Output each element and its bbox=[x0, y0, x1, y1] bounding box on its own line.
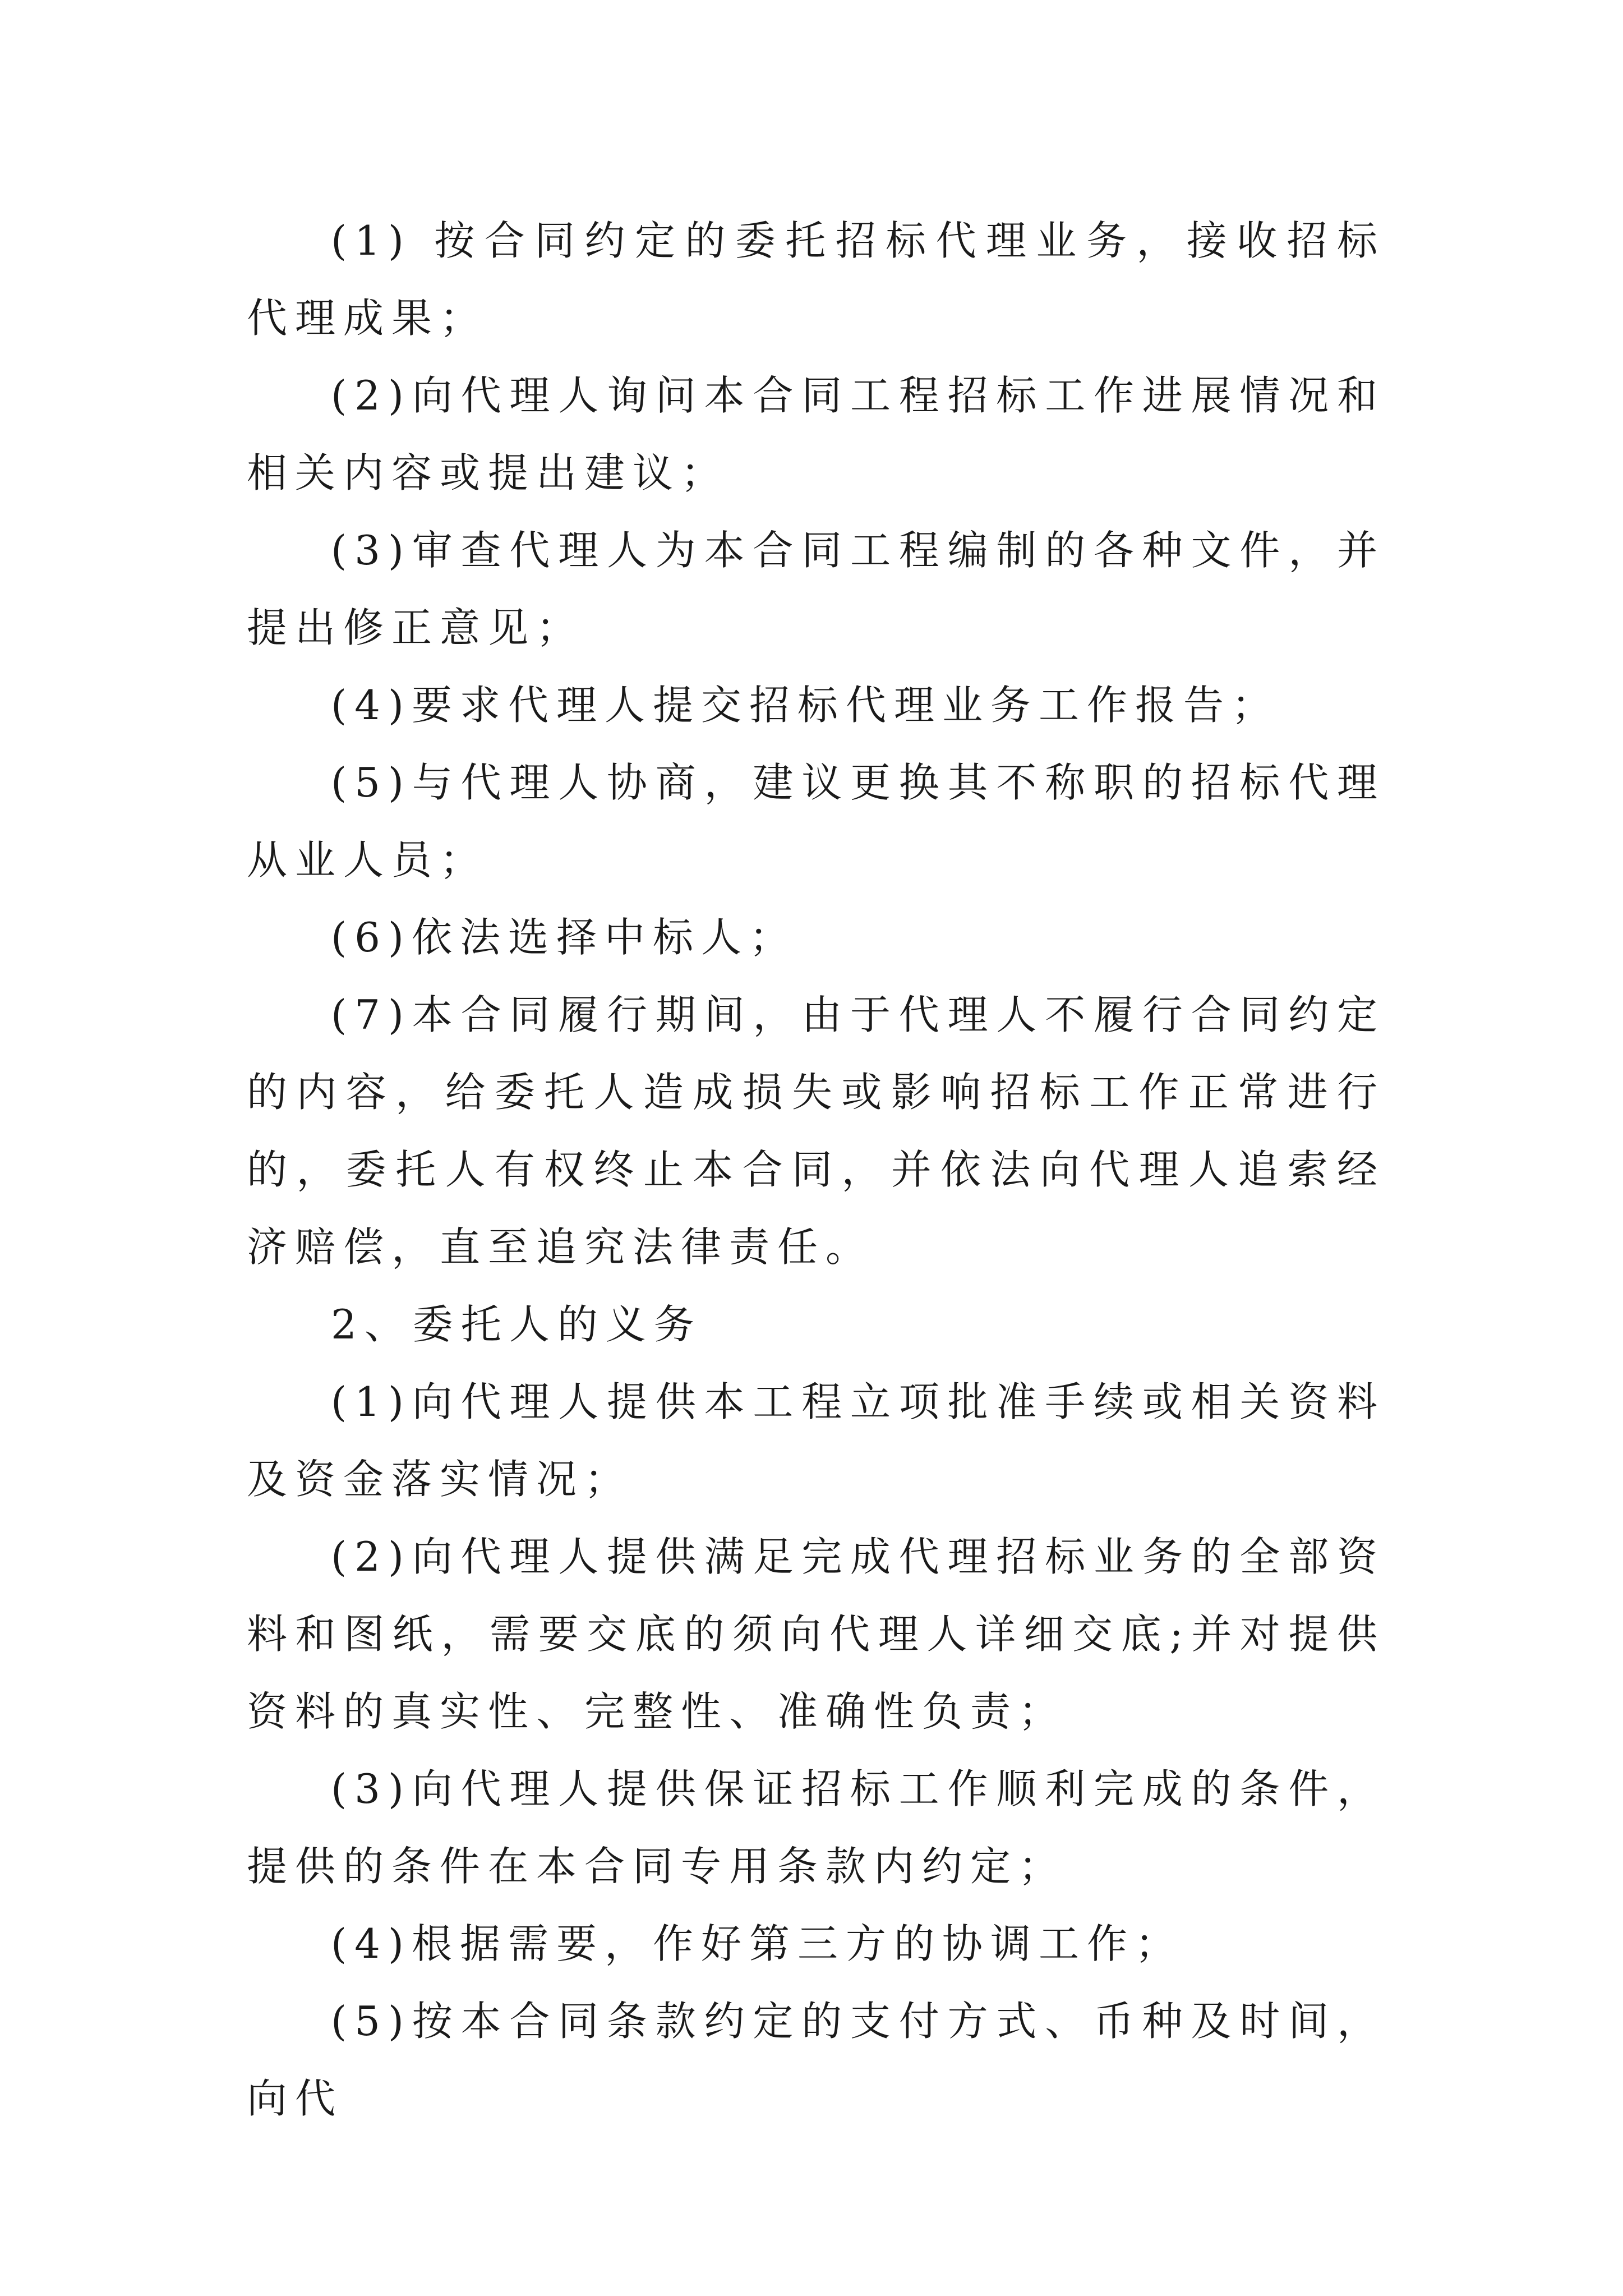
clause-1-2: (2)向代理人询问本合同工程招标工作进展情况和相关内容或提出建议； bbox=[247, 372, 1385, 496]
clause-2-2: (2)向代理人提供满足完成代理招标业务的全部资料和图纸，需要交底的须向代理人详细交底;并对提供资料的真实性、完整性、准确性负责； bbox=[247, 1533, 1385, 1735]
clause-1-6: (6)依法选择中标人； bbox=[331, 914, 797, 961]
clause-1-1: (1) 按合同约定的委托招标代理业务，接收招标代理成果； bbox=[247, 217, 1385, 342]
clause-2-4: (4)根据需要，作好第三方的协调工作； bbox=[331, 1920, 1183, 1967]
clause-2-1: (1)向代理人提供本工程立项批准手续或相关资料及资金落实情况； bbox=[247, 1378, 1385, 1503]
clause-1-5: (5)与代理人协商，建议更换其不称职的招标代理从业人员； bbox=[247, 759, 1385, 884]
section-heading-obligations: 2、委托人的义务 bbox=[331, 1301, 702, 1348]
clause-1-3: (3)审查代理人为本合同工程编制的各种文件，并提出修正意见； bbox=[247, 527, 1385, 651]
clause-2-5: (5)按本合同条款约定的支付方式、币种及时间，向代 bbox=[247, 1998, 1385, 2122]
clause-2-3: (3)向代理人提供保证招标工作顺利完成的条件，提供的条件在本合同专用条款内约定； bbox=[247, 1765, 1385, 1890]
clause-1-7: (7)本合同履行期间，由于代理人不履行合同约定的内容，给委托人造成损失或影响招标工作正常进行的，委托人有权终止本合同，并依法向代理人追索经济赔偿，直至追究法律责任。 bbox=[247, 991, 1385, 1271]
clause-1-4: (4)要求代理人提交招标代理业务工作报告； bbox=[331, 682, 1280, 729]
document-body bbox=[247, 202, 1385, 2137]
